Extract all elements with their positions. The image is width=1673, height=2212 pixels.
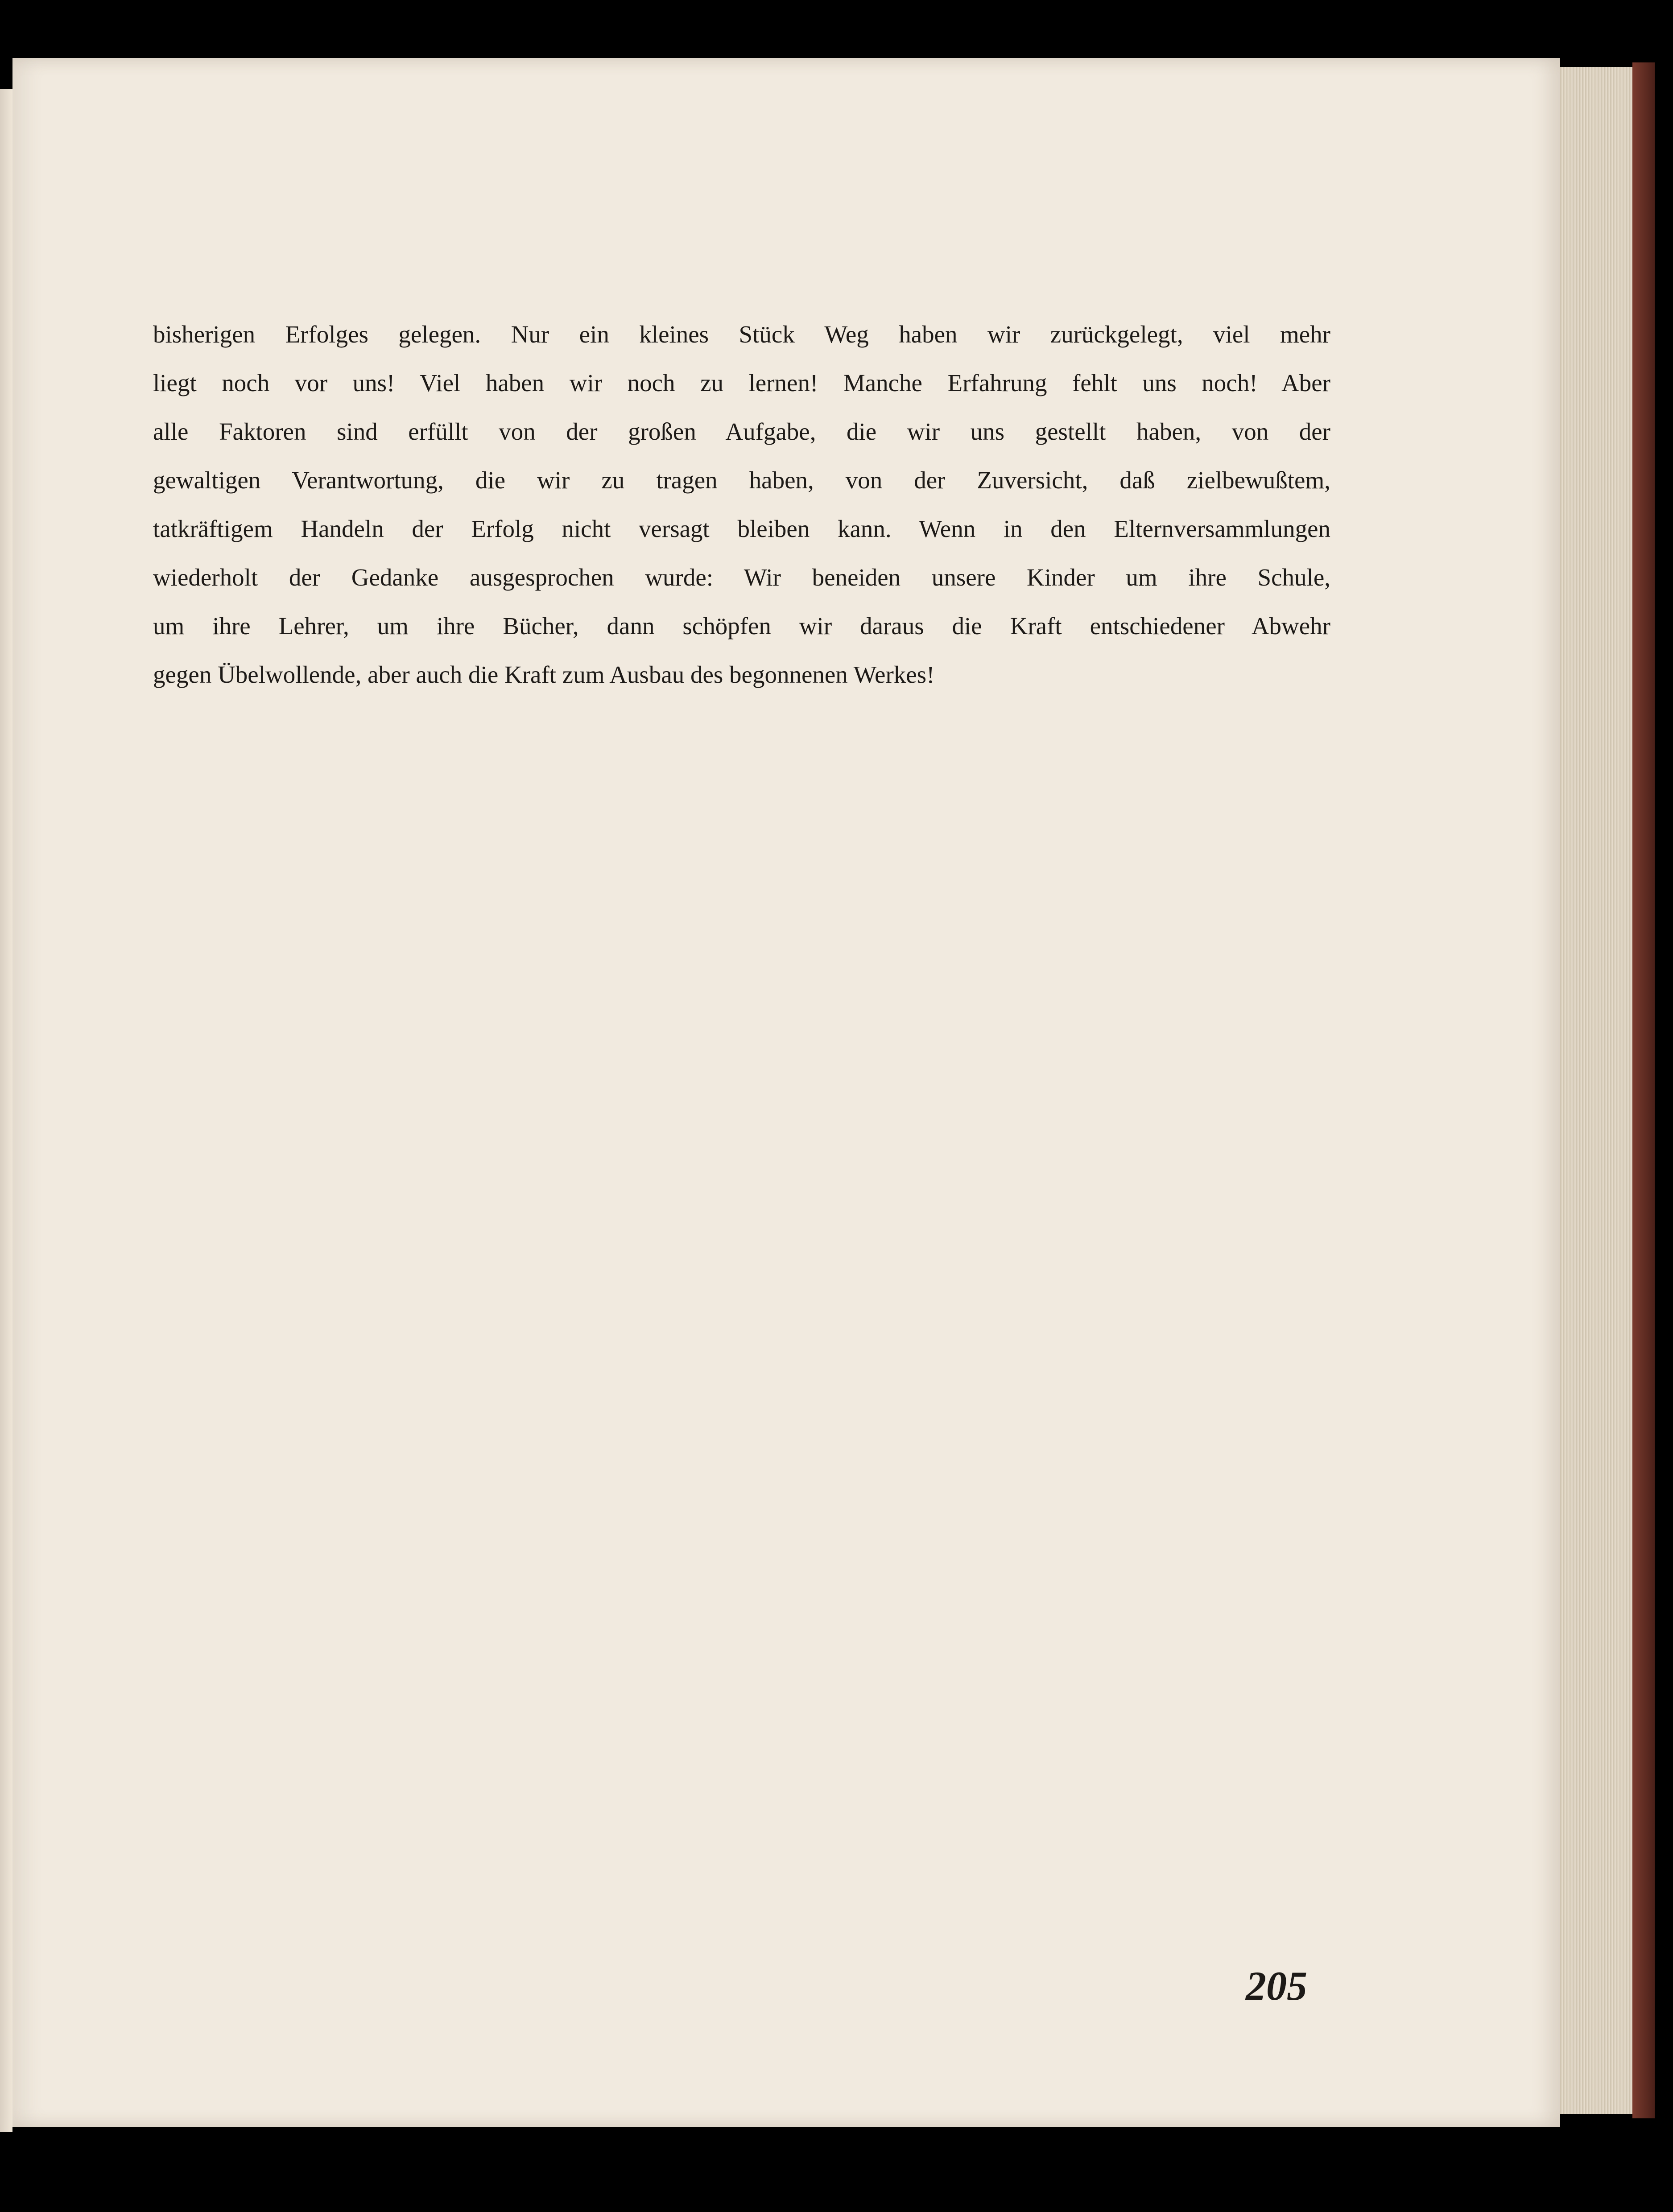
body-text bbox=[153, 310, 1330, 699]
text-line: gewaltigen Verantwortung, die wir zu tragen haben, von der Zuversicht, daß zielbewußtem, bbox=[153, 466, 1330, 494]
text-line: alle Faktoren sind erfüllt von der großen Aufgabe, die wir uns gestellt haben, von der bbox=[153, 418, 1330, 445]
facing-page-edge bbox=[0, 89, 12, 2132]
book-page bbox=[12, 58, 1560, 2127]
text-line: liegt noch vor uns! Viel haben wir noch zu lernen! Manche Erfahrung fehlt uns noch! Aber bbox=[153, 369, 1330, 396]
text-line: bisherigen Erfolges gelegen. Nur ein kleines Stück Weg haben wir zurückgelegt, viel mehr bbox=[153, 321, 1330, 348]
text-line: um ihre Lehrer, um ihre Bücher, dann schöpfen wir daraus die Kraft entschiedener Abwehr bbox=[153, 612, 1330, 640]
book-cover-edge bbox=[1632, 62, 1655, 2118]
page-number: 205 bbox=[1246, 1963, 1307, 2009]
text-line: gegen Übelwollende, aber auch die Kraft zum Ausbau des begonnenen Werkes! bbox=[153, 661, 935, 688]
text-line: wiederholt der Gedanke ausgesprochen wurde: Wir beneiden unsere Kinder um ihre Schule, bbox=[153, 564, 1330, 591]
text-line: tatkräftigem Handeln der Erfolg nicht versagt bleiben kann. Wenn in den Elternversammlungen bbox=[153, 515, 1330, 542]
